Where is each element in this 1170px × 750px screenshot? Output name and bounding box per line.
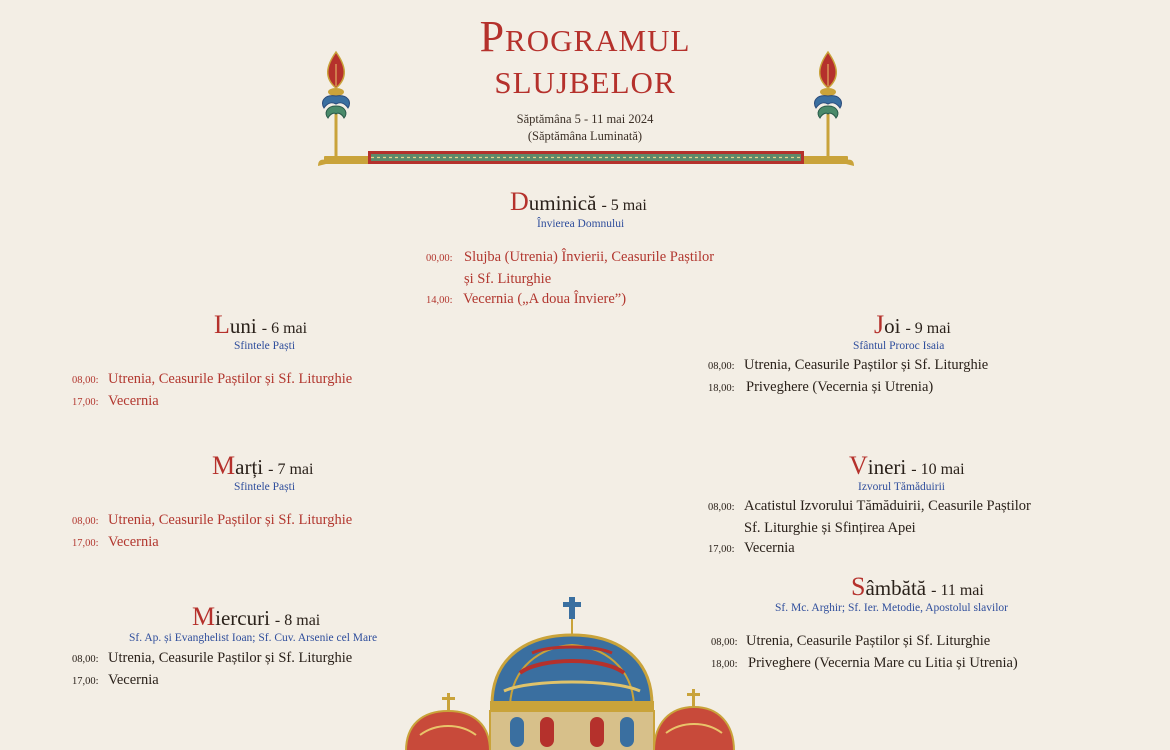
week-name: (Săptămâna Luminată) — [527, 129, 643, 143]
feast-friday: Izvorul Tămăduirii — [858, 481, 945, 493]
page-title-line1: Programul — [479, 12, 691, 61]
service-text: Vecernia — [108, 534, 159, 550]
service-time: 17,00: — [708, 544, 735, 555]
day-heading-monday — [214, 310, 307, 340]
day-name: uni — [229, 314, 257, 338]
day-initial: S — [851, 572, 866, 601]
service-text: Utrenia, Ceasurile Paștilor și Sf. Liturghie — [108, 512, 353, 528]
day-date: - 5 mai — [601, 197, 647, 214]
service-item-continuation: și Sf. Liturghie — [464, 271, 552, 287]
service-time: 08,00: — [708, 361, 735, 372]
service-text: Utrenia, Ceasurile Paștilor și Sf. Liturghie — [746, 633, 991, 649]
service-text: Vecernia — [108, 672, 159, 688]
left-flower-ornament — [323, 52, 350, 162]
service-text: Priveghere (Vecernia Mare cu Litia și Utrenia) — [748, 655, 1018, 671]
service-item — [72, 532, 352, 554]
day-heading-sunday — [510, 187, 647, 217]
day-heading-saturday — [851, 572, 984, 602]
service-time: 17,00: — [72, 538, 99, 549]
services-wednesday — [72, 648, 352, 692]
service-text: Vecernia — [744, 540, 795, 556]
feast-wednesday: Sf. Ap. și Evanghelist Ioan; Sf. Cuv. Arsenie cel Mare — [129, 632, 378, 644]
day-initial: M — [212, 451, 236, 480]
service-item — [72, 391, 352, 413]
service-text: Utrenia, Ceasurile Paștilor și Sf. Liturghie — [744, 357, 989, 373]
service-text: Vecernia — [108, 393, 159, 409]
cross-icon — [563, 597, 581, 637]
feast-monday: Sfintele Paști — [234, 340, 296, 352]
service-time: 08,00: — [711, 637, 738, 648]
day-initial: L — [214, 310, 230, 339]
day-date: - 6 mai — [261, 320, 308, 337]
feast-sunday: Învierea Domnului — [537, 218, 625, 230]
day-heading-tuesday — [212, 451, 313, 481]
service-item — [72, 670, 352, 692]
day-heading-thursday — [874, 310, 951, 340]
service-item — [72, 369, 352, 391]
service-text: Priveghere (Vecernia și Utrenia) — [746, 379, 934, 395]
service-text: Utrenia, Ceasurile Paștilor și Sf. Liturghie — [108, 371, 353, 387]
service-item — [72, 648, 352, 670]
service-time: 17,00: — [72, 676, 99, 687]
service-time: 14,00: — [426, 295, 453, 306]
services-thursday — [708, 355, 988, 399]
service-time: 08,00: — [72, 516, 99, 527]
day-initial: J — [874, 310, 885, 339]
day-name: uminică — [528, 191, 597, 215]
day-initial: D — [510, 187, 529, 216]
service-item — [708, 355, 988, 377]
decorative-bar — [318, 151, 854, 166]
service-item — [708, 496, 1031, 518]
service-item — [708, 377, 988, 399]
feast-tuesday: Sfintele Paști — [234, 481, 296, 493]
ornamental-frame — [316, 44, 856, 170]
service-time: 18,00: — [708, 383, 735, 394]
service-text: Vecernia („A doua Înviere”) — [463, 291, 627, 307]
day-name: âmbătă — [865, 576, 927, 600]
service-text: Utrenia, Ceasurile Paștilor și Sf. Liturghie — [108, 650, 353, 666]
services-monday — [72, 369, 352, 413]
service-time: 18,00: — [711, 659, 738, 670]
services-friday — [708, 496, 1031, 560]
day-date: - 11 mai — [931, 582, 984, 599]
day-name: oi — [884, 314, 901, 338]
service-time: 08,00: — [708, 502, 735, 513]
church-domes-illustration — [400, 595, 760, 750]
feast-saturday: Sf. Mc. Arghir; Sf. Ier. Metodie, Apostolul slavilor — [775, 602, 1008, 614]
day-heading-friday — [849, 451, 965, 481]
service-time: 17,00: — [72, 397, 99, 408]
service-time: 00,00: — [426, 253, 453, 264]
cross-icon — [687, 689, 700, 707]
day-name: ineri — [867, 455, 907, 479]
day-heading-wednesday — [192, 602, 320, 632]
day-date: - 8 mai — [274, 612, 321, 629]
services-sunday — [426, 247, 714, 311]
service-text: Acatistul Izvorului Tămăduirii, Ceasurile Paștilor — [744, 498, 1031, 514]
day-date: - 9 mai — [905, 320, 951, 337]
service-item — [426, 289, 714, 311]
feast-thursday: Sfântul Proroc Isaia — [853, 340, 945, 352]
right-flower-ornament — [815, 52, 842, 162]
day-name: iercuri — [215, 606, 270, 630]
day-initial: M — [192, 602, 216, 631]
cross-icon — [442, 693, 455, 711]
service-item — [426, 247, 714, 269]
page-title-line2: slujbelor — [494, 54, 676, 103]
service-time: 08,00: — [72, 654, 99, 665]
day-initial: V — [849, 451, 868, 480]
service-time: 08,00: — [72, 375, 99, 386]
day-date: - 10 mai — [911, 461, 965, 478]
week-range: Săptămâna 5 - 11 mai 2024 — [516, 112, 654, 126]
service-item-continuation: Sf. Liturghie și Sfințirea Apei — [744, 520, 916, 536]
day-date: - 7 mai — [268, 461, 314, 478]
service-item — [708, 538, 1031, 560]
service-item — [72, 510, 352, 532]
services-tuesday — [72, 510, 352, 554]
day-name: arți — [235, 455, 264, 479]
service-text: Slujba (Utrenia) Învierii, Ceasurile Paștilor — [464, 249, 715, 265]
